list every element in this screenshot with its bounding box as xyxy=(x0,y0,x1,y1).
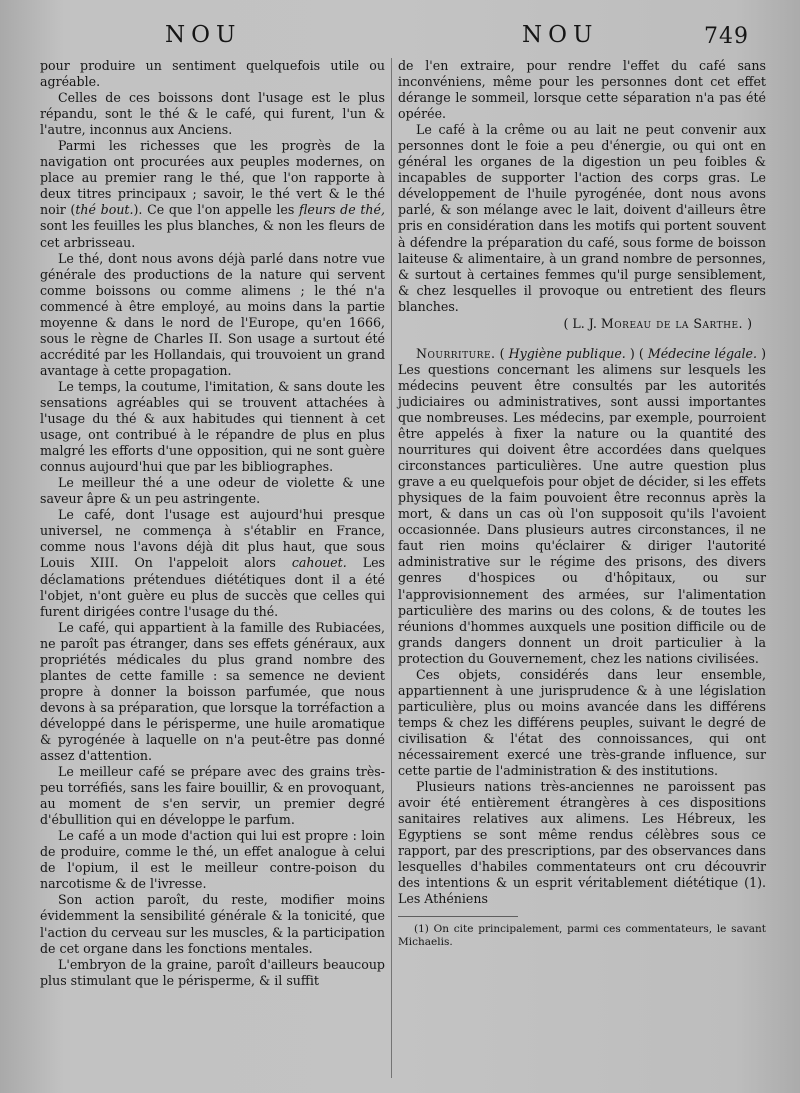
paragraph: Le meilleur café se prépare avec des grains très-peu torréfiés, sans les faire bouillir, & en provoquant, au moment de s'en servir, un premier degré d'ébullition qui en développe le parfum. xyxy=(40,764,385,828)
paragraph: Ces objets, considérés dans leur ensemble, appartiennent à une jurisprudence & à une législation particulière, plus ou moins avancée dans les différens temps & chez les différens peuples, suivant le degré de civilisation & l'état des connoissances, qui ont nécessairement exercé une très-grande influence, sur cette partie de l'administration & des institutions. xyxy=(398,666,766,779)
text-run: Les questions concernant les alimens sur lesquels les médecins peuvent être consultés par les autorités judiciaires ou administratives, sont aussi importantes que nombreuses. Les médecins, par exemple, pourroient être appelés à fixer la nature ou la quantité des nourritures qui doivent être accordées dans quelques circonstances particulières. Une autre question plus grave a eu quelquefois pour objet de décider, si les effets physiques de la faim pouvoient être reconnus après la mort, & dans un cas où l'on supposoit qu'ils l'avoient occasionnée. Dans plusieurs autres circonstances, il ne faut rien moins qu'éclairer & diriger l'autorité administrative sur le régime des prisons, des divers genres d'hospices ou d'hôpitaux, ou sur l'approvisionnement des armées, sur l'alimentation particulière des marins ou des colons, & de toutes les réunions d'hommes auxquels une position difficile ou de grands dangers donnent un droit particulier à la protection du Gouvernement, chez les nations civilisées. xyxy=(398,361,766,666)
column-divider xyxy=(391,58,392,1078)
text-run: Les déclamations prétendues diététiques dont il a été l'objet, n'ont guère eu plus de succès que celles qui furent dirigées contre l'usage du thé. xyxy=(40,555,385,619)
page-number: 749 xyxy=(704,24,749,49)
paragraph: Le meilleur thé a une odeur de violette & une saveur âpre & un peu astringente. xyxy=(40,475,385,507)
paragraph-tea-varieties xyxy=(40,138,385,250)
paragraph: Celles de ces boissons dont l'usage est le plus répandu, sont le thé & le café, qui furent, l'un & l'autre, inconnus aux Anciens. xyxy=(40,90,385,138)
paragraph: Le thé, dont nous avons déjà parlé dans notre vue générale des productions de la nature qui servent comme boissons ou comme alimens ; le thé n'a commencé à être employé, au moins dans la partie moyenne & dans le nord de l'Europe, qu'en 1666, sous le règne de Charles II. Son usage a surtout été accrédité par les Hollandais, qui trouvoient un grand avantage à cette propagation. xyxy=(40,250,385,378)
text-run: ( L. J. xyxy=(563,315,597,331)
paragraph: pour produire un sentiment quelquefois utile ou agréable. xyxy=(40,58,385,90)
paragraph: L'embryon de la graine, paroît d'ailleurs beaucoup plus stimulant que le périsperme, & il suffit xyxy=(40,956,385,988)
paragraph: de l'en extraire, pour rendre l'effet du café sans inconvéniens, même pour les personnes dont cet effet dérange le sommeil, lorsque cette séparation n'a pas été opérée. xyxy=(398,58,766,122)
paragraph: Le temps, la coutume, l'imitation, & sans doute les sensations agréables qui se trouvent attachées à l'usage du thé & aux habitudes qui tiennent à cet usage, ont contribué à le répandre de plus en plus malgré les efforts d'une opposition, qui ne sont guère connus aujourd'hui que par les bibliographes. xyxy=(40,378,385,475)
footnote: (1) On cite principalement, parmi ces commentateurs, le savant Michaelis. xyxy=(398,923,766,949)
text-run: Le café, dont l'usage est aujourd'hui presque universel, ne commença à s'établir en France, comme nous l'avons déjà dit plus haut, que sous Louis XIII. On l'appeloit alors xyxy=(40,507,385,571)
cross-reference: fleurs de thé, xyxy=(299,202,385,218)
cross-reference: thé bout. xyxy=(75,202,134,218)
entry-nourriture: Nourriture. ( Hygiène publique. ) ( Médecine légale. ) Les questions concernant les alimens sur lesquels les médecins peuvent être consultés par les autorités judiciaires ou administratives, sont aussi importantes que nombreuses. Les médecins, par exemple, pourroient être appelés à fixer la nature ou la quantité des nourritures qui doivent être accordées dans quelques circonstances particulières. Une autre question plus grave a eu quelquefois pour objet de décider, si les effets physiques de la faim pouvoient être reconnus après la mort, & dans un cas où l'on supposoit qu'ils l'avoient occasionnée. Dans plusieurs autres circonstances, il ne faut rien moins qu'éclairer & diriger l'autorité administrative sur le régime des prisons, des divers genres d'hospices ou d'hôpitaux, ou sur l'approvisionnement des armées, sur l'alimentation particulière des marins ou des colons, & de toutes les réunions d'hommes auxquels une position difficile ou de grands dangers donnent un droit particulier à la protection du Gouvernement, chez les nations civilisées. xyxy=(398,345,766,666)
author-signature xyxy=(398,316,766,332)
right-column xyxy=(398,58,766,949)
paragraph-coffee xyxy=(40,507,385,619)
paragraph: Le café, qui appartient à la famille des Rubiacées, ne paroît pas étranger, dans ses effets généraux, aux propriétés médicales du plus grand nombre des plantes de cette famille : sa semence ne devient propre à donner la boisson parfumée, que nous devons à sa préparation, que lorsque la torréfaction a développé dans le périsperme, une huile aromatique & pyrogénée à laquelle on n'a peut-être pas donné assez d'attention. xyxy=(40,619,385,764)
text-run: ). Ce que l'on appelle les xyxy=(133,202,295,218)
paragraph: Le café a un mode d'action qui lui est propre : loin de produire, comme le thé, un effet analogue à celui de l'opium, il est le meilleur contre-poison du narcotisme & de l'ivresse. xyxy=(40,828,385,892)
paragraph: Son action paroît, du reste, modifier moins évidemment la sensibilité générale & la tonicité, que l'action du cerveau sur les muscles, & la participation de cet organe dans les fonctions mentales. xyxy=(40,892,385,956)
paragraph: Plusieurs nations très-anciennes ne paroissent pas avoir été entièrement étrangères à ces dispositions sanitaires relatives aux alimens. Les Hébreux, les Egyptiens se sont même rendus célèbres sous ce rapport, par des prescriptions, par des observances dans lesquelles d'habiles commentateurs ont cru découvrir des intentions & un esprit véritablement diététique (1). Les Athéniens xyxy=(398,779,766,907)
entry-title: Nourriture. xyxy=(416,345,496,361)
text-run: Parmi les richesses que les progrès de la navigation ont procurées aux peuples modernes, on place au premier rang le thé, que l'on rapporte à deux titres principaux ; savoir, le thé vert & le thé noir ( xyxy=(40,138,385,218)
text-run: ) xyxy=(747,315,752,331)
text-run: sont les feuilles les plus blanches, & non les fleurs de cet arbrisseau. xyxy=(40,218,385,250)
footnote-rule xyxy=(398,916,518,917)
running-head-left: NOU xyxy=(165,22,242,48)
paragraph: Le café à la crême ou au lait ne peut convenir aux personnes dont le foie a peu d'énergie, ou qui ont en général les organes de la digestion un peu foibles & incapables de supporter l'action des corps gras. Le développement de l'huile pyrogénée, dont nous avons parlé, & son mélange avec le lait, doivent d'ailleurs être pris en considération dans les motifs qui portent souvent à défendre la préparation du café, sous forme de boisson laiteuse & alimentaire, à un grand nombre de personnes, & surtout à certaines femmes qu'il purge sensiblement, & chez lesquelles il provoque ou entretient des fleurs blanches. xyxy=(398,122,766,314)
left-column xyxy=(40,58,385,989)
running-head-right: NOU xyxy=(522,22,599,48)
entry-subject: Hygiène publique. xyxy=(508,345,626,361)
entry-subject: Médecine légale. xyxy=(647,345,757,361)
italic-term: cahouet. xyxy=(291,555,347,571)
author-name: Moreau de la Sarthe. xyxy=(600,315,744,331)
